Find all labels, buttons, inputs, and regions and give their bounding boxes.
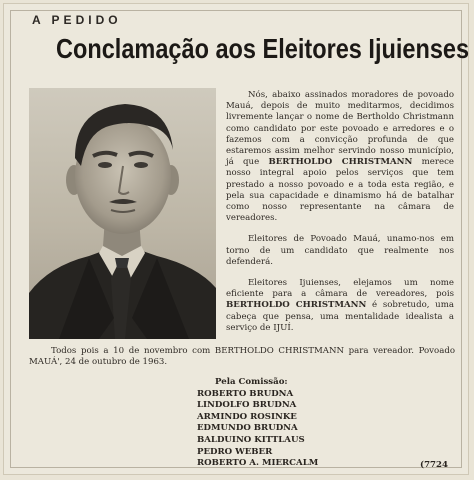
signatory-name: ROBERTO A. MIERCALM — [197, 458, 319, 469]
candidate-portrait-photo — [29, 88, 216, 339]
ad-reference-number: (7724 — [420, 460, 448, 470]
signatory-name: EDMUNDO BRUDNA — [197, 423, 298, 434]
signatory-name: BALDUINO KITTLAUS — [197, 434, 305, 445]
paragraph-intro: Nós, abaixo assinados moradores de povoado Mauá, depois de muito meditarmos, decidimos livremente lançar o nome de Bertholdo Christmann como candidato por este povoado e arredores e o fazemos com a convicção profunda de que estaremos assim melhor servindo nosso município, já que BERTHOLDO CHRISTMANN merece nosso integral apoio pelos serviços que tem prestado a nosso povoado e a toda esta região, e pela sua capacidade e dinamismo há de batalhar como nosso representante na câmara de vereadores. — [226, 90, 454, 224]
body-text-column — [226, 90, 454, 344]
headline: Conclamação aos Eleitores Ijuienses — [56, 33, 470, 64]
signatory-name: LINDOLFO BRUDNA — [197, 400, 297, 411]
commission-heading: Pela Comissão: — [215, 377, 288, 387]
signatory-list — [197, 389, 318, 470]
portrait-illustration — [29, 88, 216, 339]
signatory-name: ROBERTO BRUDNA — [197, 388, 294, 399]
candidate-name: BERTHOLDO CHRISTMANN — [268, 157, 413, 168]
paragraph-appeal-ijui: Eleitores Ijuienses, elejamos um nome eficiente para a câmara de vereadores, pois BERTHOLDO CHRISTMANN é sobretudo, uma cabeça que pensa, uma mentalidade idealista a serviço de IJUÍ. — [226, 278, 454, 333]
signatory-name: PEDRO WEBER — [197, 446, 273, 457]
section-kicker: A PEDIDO — [32, 13, 122, 27]
paragraph-appeal-maua: Eleitores de Povoado Mauá, unamo-nos em torno de um candidato que realmente nos defenderá. — [226, 234, 454, 267]
signatories-block — [197, 377, 318, 470]
closing-paragraph: Todos pois a 10 de novembro com BERTHOLDO CHRISTMANN para vereador. Povoado MAUÁ', 24 de outubro de 1963. — [29, 346, 455, 368]
candidate-name: BERTHOLDO CHRISTMANN — [226, 300, 367, 311]
signatory-name: ARMINDO ROSINKE — [197, 411, 297, 422]
newspaper-clipping — [3, 3, 469, 475]
